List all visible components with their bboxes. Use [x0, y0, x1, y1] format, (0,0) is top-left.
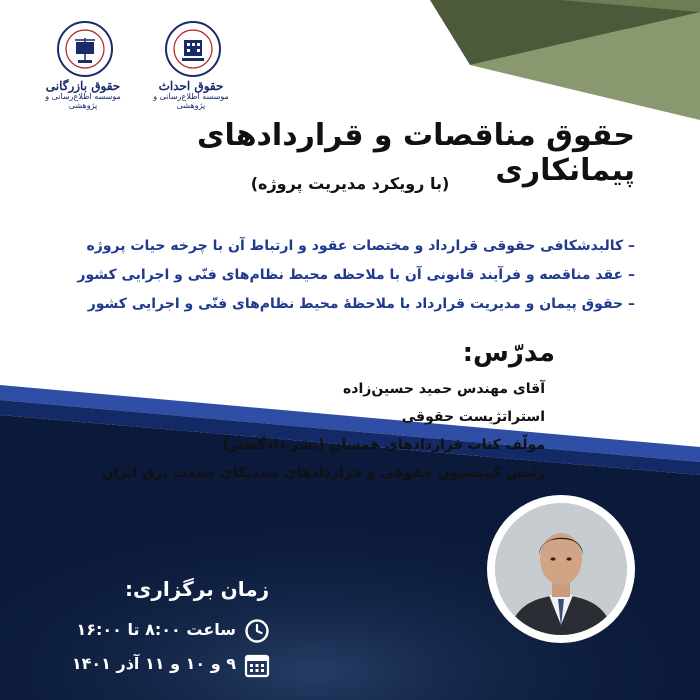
logos	[38, 20, 238, 125]
poster-subtitle: (با رویکرد مدیریت پروژه)	[250, 174, 450, 193]
schedule-date: ۹ و ۱۰ و ۱۱ آذر ۱۴۰۱	[71, 654, 236, 673]
commercial-law-caption: حقوق بازرگانی موسسه اطلاع‌رسانی و پژوهشی	[45, 79, 121, 110]
topic-item: – کالبدشکافی حقوقی قرارداد و مختصات عقود و ارتباط آن با چرخه حیات پروژه	[86, 238, 635, 254]
schedule-heading: زمان برگزاری:	[125, 577, 270, 601]
instructor-book: مولّف کتاب قراردادهای همسان (نشر دادگستر)	[222, 437, 545, 453]
calendar-icon	[244, 652, 270, 678]
schedule-time: ساعت ۸:۰۰ تا ۱۶:۰۰	[76, 620, 236, 639]
construction-law-caption: حقوق احداث موسسه اطلاع‌رسانی و پژوهشی	[153, 79, 229, 110]
commercial-law-logo	[38, 20, 128, 125]
instructor-name: آقای مهندس حمید حسین‌زاده	[343, 381, 545, 397]
topic-item: – عقد مناقصه و فرآیند قانونی آن با ملاحظه محیط نظام‌های فنّی و اجرایی کشور	[77, 267, 635, 283]
clock-icon	[244, 618, 270, 644]
person-portrait-icon	[495, 503, 627, 635]
instructor-heading: مدرّس:	[462, 338, 555, 368]
poster-title: حقوق مناقصات و قراردادهای پیمانکاری	[196, 118, 635, 188]
topic-item: – حقوق پیمان و مدیریت قرارداد با ملاحظهٔ محیط نظام‌های فنّی و اجرایی کشور	[87, 296, 635, 312]
instructor-photo	[495, 503, 627, 635]
instructor-role: استراتژیست حقوقی	[401, 409, 545, 425]
building-seal-icon	[164, 20, 222, 78]
scales-seal-icon	[56, 20, 114, 78]
topics-list	[75, 232, 635, 319]
schedule-date-row	[60, 652, 270, 678]
construction-law-logo	[146, 20, 236, 125]
schedule-time-row	[60, 618, 270, 644]
instructor-details	[101, 375, 545, 487]
instructor-position: رئیس کمیسیون حقوقی و قراردادهای سندیکای صنعت برق ایران	[101, 465, 545, 481]
